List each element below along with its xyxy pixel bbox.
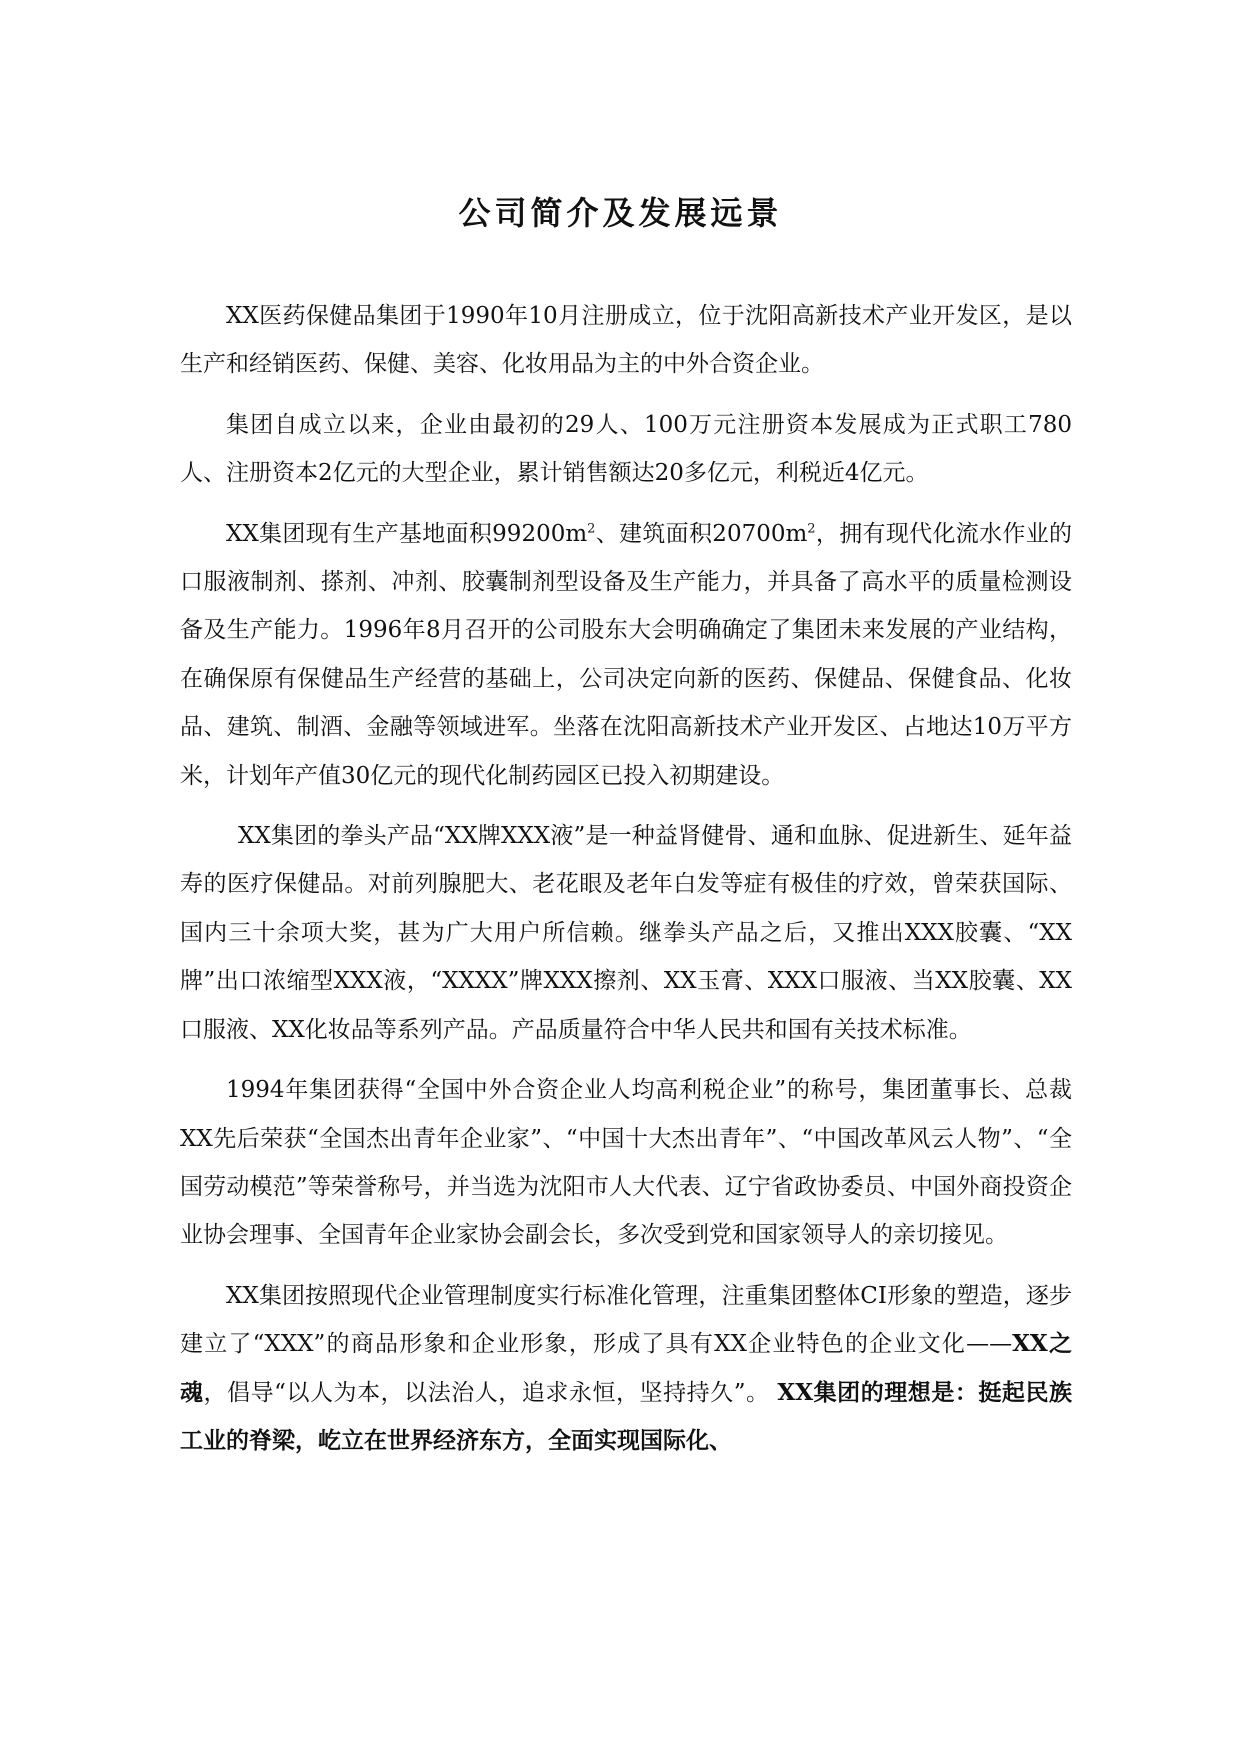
facilities-text-b: 、建筑面积20700m bbox=[595, 520, 808, 547]
facilities-text-a: XX集团现有生产基地面积99200m bbox=[226, 520, 588, 547]
paragraph-facilities bbox=[180, 510, 1072, 800]
culture-text-c: ，倡导“以人为本，以法治人，追求永恒，坚持持久”。 bbox=[203, 1379, 778, 1406]
paragraph-intro: XX医药保健品集团于1990年10月注册成立，位于沈阳高新技术产业开发区，是以生产和经销医药、保健、美容、化妆用品为主的中外合资企业。 bbox=[180, 303, 1072, 378]
culture-text-a: XX集团按照现代企业管理制度实行标准化管理，注重集团整体CI形象的塑造，逐步建立了“XXX”的商品形象和企业形象，形成了具有XX企业特色的企业文化—— bbox=[180, 1282, 1072, 1358]
facilities-text-c: ，拥有现代化流水作业的口服液制剂、搽剂、冲剂、胶囊制剂型设备及生产能力，并具备了高水平的质量检测设备及生产能力。1996年8月召开的公司股东大会明确确定了集团未来发展的产业结构，在确保原有保健品生产经营的基础上，公司决定向新的医药、保健品、保健食品、化妆品、建筑、制酒、金融等领域进军。坐落在沈阳高新技术产业开发区、占地达10万平方米，计划年产值30亿元的现代化制药园区已投入初期建设。 bbox=[180, 520, 1073, 789]
paragraph-growth: 集团自成立以来，企业由最初的29人、100万元注册资本发展成为正式职工780人、注册资本2亿元的大型企业，累计销售额达20多亿元，利税近4亿元。 bbox=[180, 411, 1072, 487]
document-body bbox=[180, 292, 1072, 1477]
culture-ideal-bold: XX集团的理想是：挺起民族工业的脊梁，屹立在世界经济东方，全面实现国际化、 bbox=[180, 1378, 1073, 1454]
paragraph-culture bbox=[180, 1272, 1072, 1466]
culture-soul-bold: XX之魂 bbox=[180, 1330, 1072, 1406]
paragraph-products: XX集团的拳头产品“XX牌XXX液”是一种益肾健骨、通和血脉、促进新生、延年益寿的医疗保健品。对前列腺肥大、老花眼及老年白发等症有极佳的疗效，曾荣获国际、国内三十余项大奖，甚为广大用户所信赖。继拳头产品之后，又推出XXX胶囊、“XX牌”出口浓缩型XXX液，“XXXX”牌XXX擦剂、XX玉膏、XXX口服液、当XX胶囊、XX口服液、XX化妆品等系列产品。产品质量符合中华人民共和国有关技术标准。 bbox=[180, 823, 1072, 1043]
superscript-2: 2 bbox=[587, 520, 596, 536]
page-title: 公司简介及发展远景 bbox=[458, 194, 783, 232]
superscript-2: 2 bbox=[807, 520, 816, 536]
paragraph-honors: 1994年集团获得“全国中外合资企业人均高利税企业”的称号，集团董事长、总裁XX先后荣获“全国杰出青年企业家”、“中国十大杰出青年”、“中国改革风云人物”、“全国劳动模范”等荣誉称号，并当选为沈阳市人大代表、辽宁省政协委员、中国外商投资企业协会理事、全国青年企业家协会副会长，多次受到党和国家领导人的亲切接见。 bbox=[180, 1077, 1072, 1249]
